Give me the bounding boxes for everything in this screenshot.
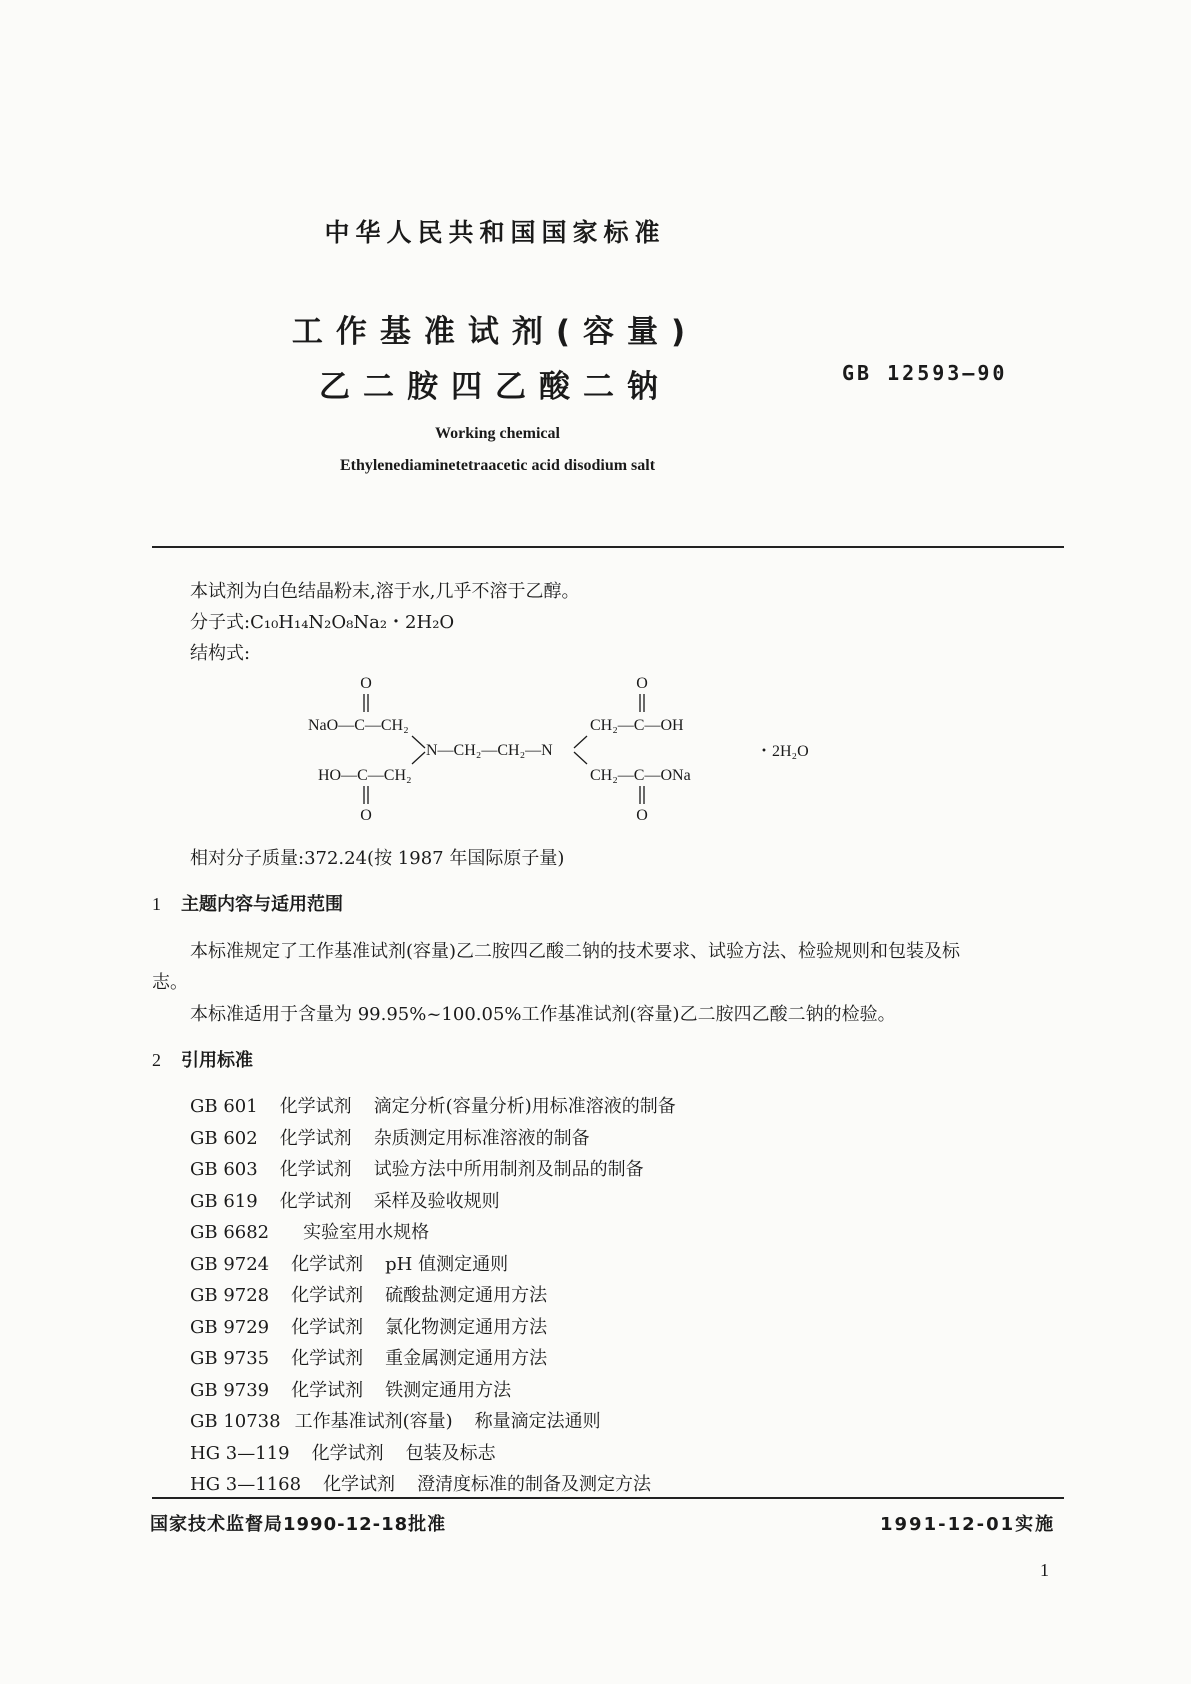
document-title-line1: 工作基准试剂(容量) bbox=[291, 314, 699, 350]
reference-code: GB 6682 bbox=[190, 1222, 270, 1243]
section-1-title: 主题内容与适用范围 bbox=[181, 894, 343, 915]
reference-title: 包装及标志 bbox=[405, 1443, 496, 1464]
reference-item bbox=[190, 1407, 601, 1433]
reference-item bbox=[190, 1124, 590, 1150]
reference-code: HG 3—119 bbox=[190, 1443, 290, 1464]
description-text: 本试剂为白色结晶粉末,溶于水,几乎不溶于乙醇。 bbox=[190, 581, 580, 602]
reference-title: 澄清度标准的制备及测定方法 bbox=[417, 1474, 652, 1495]
bond-upper-right-n bbox=[574, 736, 587, 748]
bond-lower-left-n bbox=[412, 752, 425, 764]
reference-code: GB 619 bbox=[190, 1191, 258, 1212]
reference-item bbox=[190, 1344, 547, 1370]
bond-upper-left-n bbox=[412, 736, 425, 748]
reference-item bbox=[190, 1439, 496, 1465]
central-chain: N—CH₂—CH₂—N bbox=[426, 742, 553, 759]
reference-title: 氯化物测定通用方法 bbox=[385, 1317, 548, 1338]
reference-code: GB 601 bbox=[190, 1096, 258, 1117]
english-title-line2: Ethylenediaminetetraacetic acid disodium salt bbox=[339, 457, 656, 474]
reference-title: 称量滴定法通则 bbox=[474, 1411, 601, 1432]
reference-title: 铁测定通用方法 bbox=[385, 1380, 512, 1401]
reference-category: 工作基准试剂(容量) bbox=[294, 1411, 453, 1432]
reference-code: GB 9729 bbox=[190, 1317, 270, 1338]
section-1-para1-line2: 志。 bbox=[152, 972, 188, 993]
structural-formula bbox=[300, 668, 840, 828]
reference-code: GB 10738 bbox=[190, 1411, 281, 1432]
reference-title: 采样及验收规则 bbox=[373, 1191, 500, 1212]
carbonyl-oxygen-top-right: O bbox=[636, 675, 648, 692]
standard-code: GB 12593—90 bbox=[842, 361, 1008, 385]
reference-item bbox=[190, 1092, 676, 1118]
reference-title: 试验方法中所用制剂及制品的制备 bbox=[373, 1159, 644, 1180]
reference-code: GB 603 bbox=[190, 1159, 258, 1180]
reference-category: 化学试剂 bbox=[311, 1443, 384, 1464]
hydrate-label: ・2H₂O bbox=[756, 743, 809, 760]
reference-code: GB 9735 bbox=[190, 1348, 270, 1369]
section-2-title: 引用标准 bbox=[181, 1050, 253, 1071]
bottom-divider bbox=[152, 1497, 1064, 1499]
implementation-date: 1991-12-01实施 bbox=[880, 1514, 1056, 1535]
bottom-left-group: HO—C—CH₂ bbox=[318, 767, 412, 784]
reference-item bbox=[190, 1281, 547, 1307]
approval-line: 国家技术监督局1990-12-18批准 bbox=[150, 1514, 447, 1535]
section-1-para2: 本标准适用于含量为 99.95%~100.05%工作基准试剂(容量)乙二胺四乙酸二钠的检验。 bbox=[190, 1004, 896, 1025]
molar-mass: 相对分子质量:372.24(按 1987 年国际原子量) bbox=[190, 848, 565, 869]
reference-category: 化学试剂 bbox=[279, 1096, 352, 1117]
section-1-heading bbox=[152, 890, 343, 916]
structure-label: 结构式: bbox=[190, 643, 251, 664]
reference-title: 硫酸盐测定通用方法 bbox=[385, 1285, 548, 1306]
formula-value: C₁₀H₁₄N₂O₈Na₂・2H₂O bbox=[250, 612, 455, 633]
reference-category: 化学试剂 bbox=[291, 1380, 364, 1401]
carbonyl-oxygen-top-left: O bbox=[360, 675, 372, 692]
reference-category: 化学试剂 bbox=[323, 1474, 396, 1495]
reference-category: 化学试剂 bbox=[279, 1128, 352, 1149]
document-title-line2: 乙二胺四乙酸二钠 bbox=[319, 369, 671, 405]
reference-category: 化学试剂 bbox=[291, 1348, 364, 1369]
reference-category: 化学试剂 bbox=[291, 1317, 364, 1338]
top-divider bbox=[152, 546, 1064, 548]
molecular-formula bbox=[190, 608, 454, 634]
reference-item bbox=[190, 1218, 429, 1244]
section-1-number: 1 bbox=[152, 894, 161, 914]
reference-code: GB 602 bbox=[190, 1128, 258, 1149]
page-number: 1 bbox=[1040, 1560, 1049, 1580]
reference-title: 实验室用水规格 bbox=[303, 1222, 430, 1243]
top-right-group: CH₂—C—OH bbox=[590, 717, 684, 734]
reference-code: GB 9724 bbox=[190, 1254, 270, 1275]
reference-title: pH 值测定通则 bbox=[385, 1254, 509, 1275]
reference-code: GB 9739 bbox=[190, 1380, 270, 1401]
reference-item bbox=[190, 1313, 547, 1339]
reference-title: 杂质测定用标准溶液的制备 bbox=[373, 1128, 590, 1149]
carbonyl-oxygen-bottom-left: O bbox=[360, 807, 372, 824]
reference-item bbox=[190, 1470, 651, 1496]
reference-category: 化学试剂 bbox=[291, 1254, 364, 1275]
formula-label: 分子式: bbox=[190, 612, 251, 633]
top-left-group: NaO—C—CH₂ bbox=[308, 717, 409, 734]
section-2-number: 2 bbox=[152, 1050, 161, 1070]
section-1-para1-line1: 本标准规定了工作基准试剂(容量)乙二胺四乙酸二钠的技术要求、试验方法、检验规则和包装及标 bbox=[190, 941, 961, 962]
reference-item bbox=[190, 1376, 511, 1402]
reference-title: 滴定分析(容量分析)用标准溶液的制备 bbox=[373, 1096, 676, 1117]
reference-title: 重金属测定通用方法 bbox=[385, 1348, 548, 1369]
reference-code: GB 9728 bbox=[190, 1285, 270, 1306]
reference-category: 化学试剂 bbox=[291, 1285, 364, 1306]
carbonyl-oxygen-bottom-right: O bbox=[636, 807, 648, 824]
reference-category: 化学试剂 bbox=[279, 1191, 352, 1212]
bottom-right-group: CH₂—C—ONa bbox=[590, 767, 691, 784]
section-2-heading bbox=[152, 1046, 253, 1072]
bond-lower-right-n bbox=[574, 752, 587, 764]
reference-item bbox=[190, 1187, 500, 1213]
reference-category: 化学试剂 bbox=[279, 1159, 352, 1180]
english-title-line1: Working chemical bbox=[435, 425, 560, 442]
reference-item bbox=[190, 1155, 644, 1181]
reference-code: HG 3—1168 bbox=[190, 1474, 302, 1495]
national-standard-heading: 中华人民共和国国家标准 bbox=[324, 218, 666, 247]
reference-item bbox=[190, 1250, 508, 1276]
